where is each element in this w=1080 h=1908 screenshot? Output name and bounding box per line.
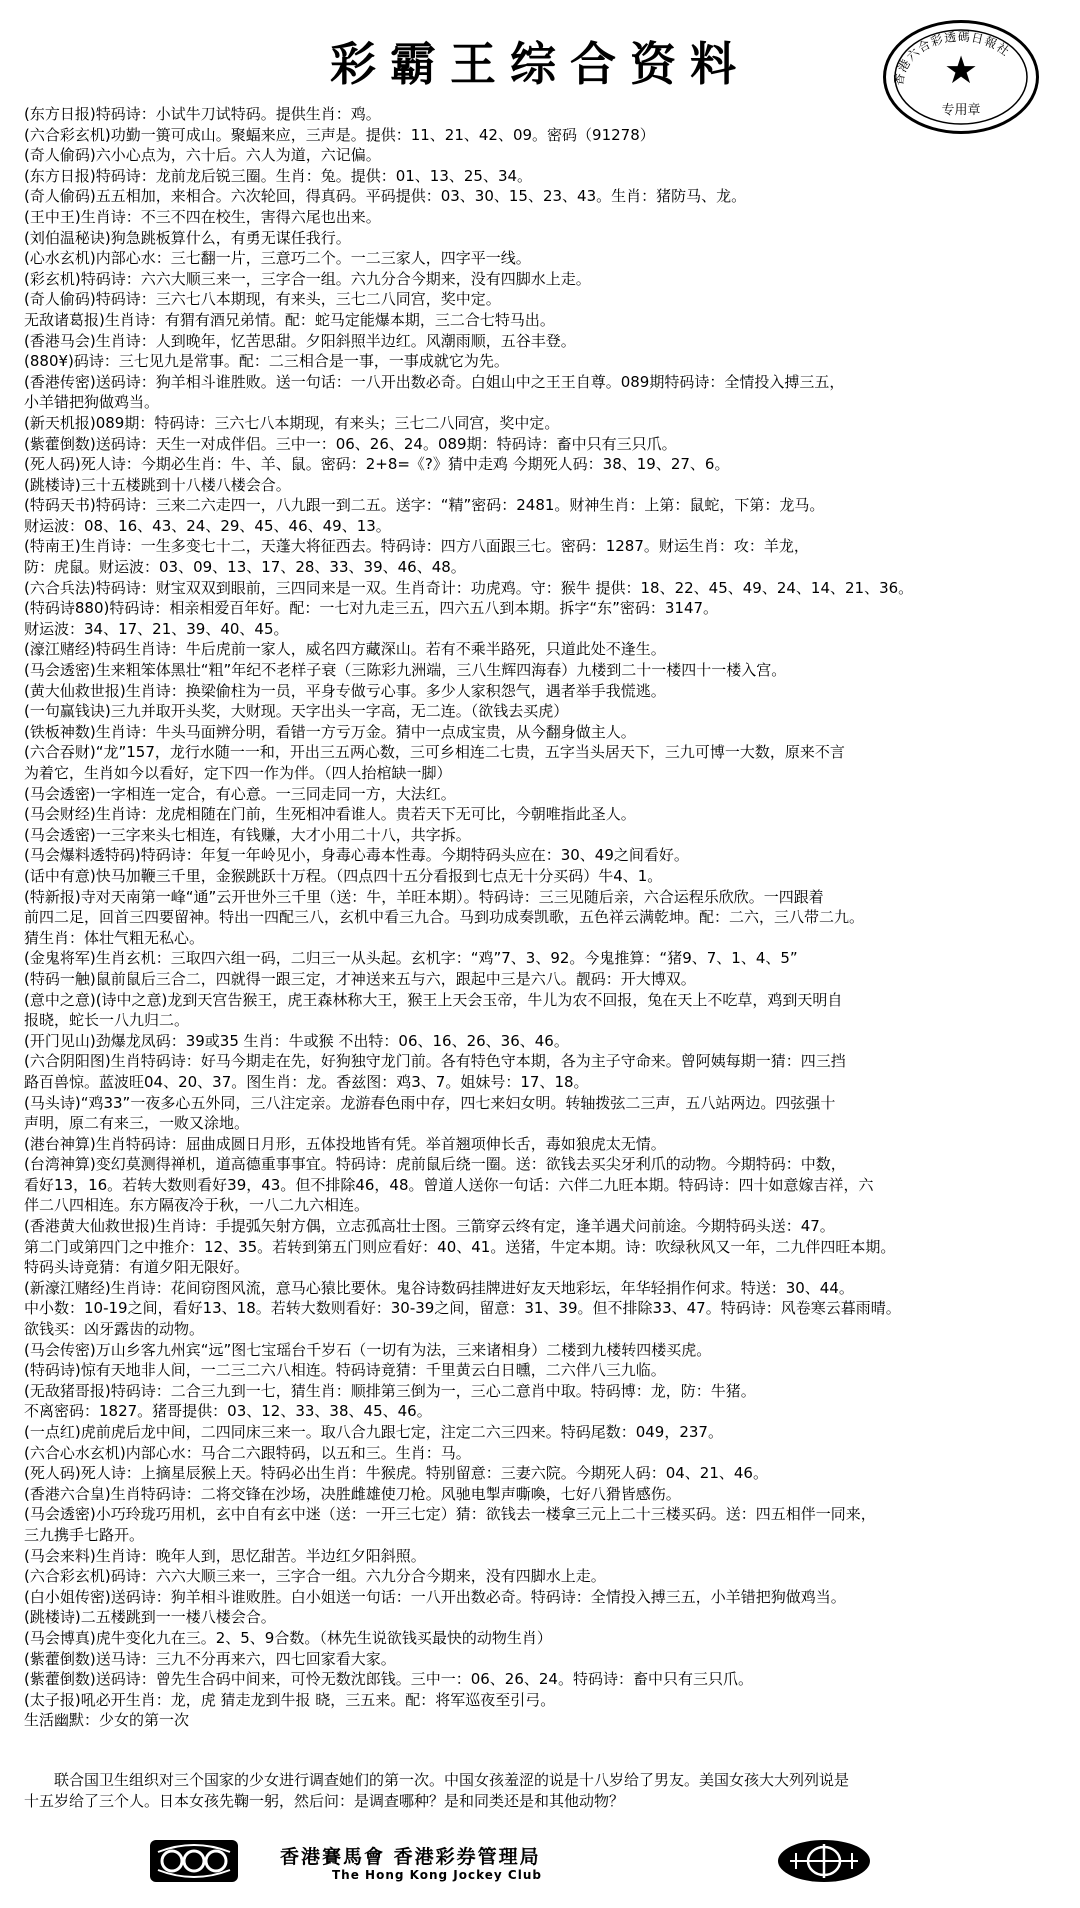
tip-line: (港台神算)生肖特码诗：屈曲成圆日月形，五体投地皆有凭。举首翘项伸长舌，毒如狼虎太无情。: [24, 1134, 666, 1153]
tip-line: 看好13，16。若转大数则看好39，43。但不排除46，48。曾道人送你一句话：六伴二九旺本期。特码诗：四十如意嫁吉祥，六: [24, 1175, 874, 1194]
tip-line: (台湾神算)变幻莫测得禅机，道高德重事事宜。特码诗：虎前鼠后绕一圈。送：欲钱去买尖牙利爪的动物。今期特码：中数，: [24, 1155, 846, 1174]
tip-line: (话中有意)快马加鞭三千里，金猴跳跃十万程。（四点四十五分看报到七点无十分买码）牛4、1。: [24, 866, 663, 885]
tip-line: (新濠江赌经)生肖诗：花间窃图风流，意马心猿比要休。鬼谷诗数码挂牌进好友天地彩坛，年华轻捐作何求。特送：30、44。: [24, 1278, 854, 1297]
tip-line: 前四二足，回首三四要留神。特出一四配三八，玄机中看三九合。马到功成奏凯歌，五色祥云满乾坤。配：二六，三八带二九。: [24, 908, 865, 927]
tip-line: 中小数：10-19之间，看好13、18。若转大数则看好：30-39之间，留意：31、39。但不排除33、47。特码诗：风卷寒云暮雨晴。: [24, 1299, 901, 1318]
tip-line: (新天机报)089期：特码诗：三六七八本期现，有来头；三七二八同宫，奖中定。: [24, 413, 560, 432]
tip-line: (马会来料)生肖诗：晚年人到，思忆甜苦。半边红夕阳斜照。: [24, 1546, 426, 1565]
tip-line: (濠江赌经)特码生肖诗：牛后虎前一家人，威名四方藏深山。若有不乘半路死，只道此处不逢生。: [24, 640, 666, 659]
tip-line: (彩玄机)特码诗：六六大顺三来一，三字合一组。六九分合今期来，没有四脚水上走。: [24, 269, 591, 288]
tip-line: (特南王)生肖诗：一生多变七十二，天蓬大将征西去。特码诗：四方八面跟三七。密码：1287。财运生肖：攻：羊龙，: [24, 537, 809, 556]
tip-line: (马会博真)虎牛变化九在三。2、5、9合数。（林先生说欲钱买最快的动物生肖）: [24, 1628, 552, 1647]
humor-story: [24, 1770, 1060, 1812]
tip-line: (东方日报)特码诗：龙前龙后锐三圈。生肖：兔。提供：01、13、25、34。: [24, 166, 533, 185]
tip-line: (黄大仙救世报)生肖诗：换梁偷柱为一员，平身专做亏心事。多少人家积怨气，遇者举手我慌逃。: [24, 681, 666, 700]
tip-line: (一点红)虎前虎后龙中间，二四同床三来一。取八合九跟七定，注定二六三四来。特码尾数：049，237。: [24, 1423, 723, 1441]
tip-line: (死人码)死人诗：上摘星辰猴上天。特码必出生肖：牛猴虎。特别留意：三妻六院。今期死人码：04、21、46。: [24, 1464, 768, 1483]
tip-line: 猜生肖：体壮气粗无私心。: [24, 928, 205, 947]
tip-line: (特码天书)特码诗：三来二六走四一，八九跟一到二五。送字：“精”密码：2481。财神生肖：上第：鼠蛇，下第：龙马。: [24, 496, 825, 515]
tip-line: (马会透密)一三字来头七相连，有钱赚，大才小用二十八，共字拆。: [24, 825, 471, 844]
tip-line: (太子报)吼必开生肖：龙，虎 猜走龙到牛报 晓，三五来。配：将军巡夜至引弓。: [24, 1690, 556, 1709]
tip-line: (心水玄机)内部心水：三七翻一片，三意巧二个。一二三家人，四字平一线。: [24, 249, 531, 268]
tip-line: 第二门或第四门之中推介：12、35。若转到第五门则应看好：40、41。送猪，牛定本期。诗：吹绿秋风又一年，二九伴四旺本期。: [24, 1237, 896, 1256]
tip-line: (六合彩玄机)码诗：六六大顺三来一，三字合一组。六九分合今期来，没有四脚水上走。: [24, 1567, 606, 1586]
tip-line: (紫藿倒数)送码诗：天生一对成伴侣。三中一：06、26、24。089期：特码诗：畜中只有三只爪。: [24, 434, 677, 453]
tip-line: (六合心水玄机)内部心水：马合二六跟特码，以五和三。生肖：马。: [24, 1443, 471, 1462]
tip-line: (香港六合皇)生肖特码诗：二将交锋在沙场，决胜雌雄使刀枪。风驰电掣声嘶喚，七好八猾皆感伤。: [24, 1484, 681, 1503]
tip-line: (马会传密)万山乡客九州宾“远”图七宝瑶台千岁石（一切有为法，三来诸相身）二楼到九楼转四楼买虎。: [24, 1340, 712, 1359]
tip-line: (意中之意)(诗中之意)龙到天宫告猴王，虎王森林称大王，猴王上天会玉帝，牛儿为农不回报，兔在天上不吃草，鸡到天明自: [24, 990, 843, 1009]
footer-org-en: The Hong Kong Jockey Club: [332, 1868, 542, 1882]
hkjc-emblem-icon: [150, 1840, 238, 1882]
tip-line: (一句赢钱诀)三九并取开头奖，大财现。天字出头一字高，无二连。（欲钱去买虎）: [24, 702, 569, 721]
tip-line: (特新报)寺对天南第一峰“通”云开世外三千里（送：牛，羊旺本期）。特码诗：三三见随后亲，六合运程乐欣欣。一四跟着: [24, 887, 824, 906]
tip-line: 无敌诸葛报)生肖诗：有猬有酒兄弟情。配：蛇马定能爆本期，三二合七特马出。: [24, 310, 555, 329]
tip-line: (刘伯温秘诀)狗急跳板算什么，有勇无谋任我行。: [24, 228, 351, 247]
tip-line: (无敌猪哥报)特码诗：二合三九到一七，猜生肖：顺排第三倒为一，三心二意肖中取。特码博：龙，防：牛猪。: [24, 1381, 756, 1400]
tip-line: 生活幽默：少女的第一次: [24, 1711, 190, 1730]
tip-line: (880¥)码诗：三七见九是常事。配：二三相合是一事，一事成就它为先。: [24, 352, 509, 371]
tip-line: 路百兽惊。蓝波旺04、20、37。图生肖：龙。香兹图：鸡3、7。姐妹号：17、18。: [24, 1072, 589, 1091]
tip-line: (开门见山)劲爆龙凤码：39或35 生肖：牛或猴 不出特：06、16、26、36、46。: [24, 1031, 569, 1050]
tip-line: (紫藿倒数)送马诗：三九不分再来六，四七回家看大家。: [24, 1649, 396, 1668]
tip-line: (跳楼诗)二五楼跳到一一楼八楼会合。: [24, 1608, 276, 1627]
story-line-1: 联合国卫生组织对三个国家的少女进行调查她们的第一次。中国女孩羞涩的说是十八岁给了男友。美国女孩大大列列说是: [54, 1771, 850, 1789]
lotteries-emblem-icon: [776, 1838, 872, 1884]
tip-line: 报晓，蛇长一八九归二。: [24, 1011, 190, 1030]
tip-line: (奇人偷码)六小心点为，六十后。六人为道，六记偏。: [24, 146, 381, 165]
tip-line: 防：虎鼠。财运波：03、09、13、17、28、33、39、46、48。: [24, 558, 466, 577]
tip-line: 特码头诗竟猜：有道夕阳无限好。: [24, 1258, 250, 1277]
tip-line: (六合兵法)特码诗：财宝双双到眼前，三四同来是一双。生肖奇计：功虎鸡。守：猴牛 提供：18、22、45、49、24、14、21、36。: [24, 578, 914, 597]
tip-line: (马头诗)“鸡33”一夜多心五外同，三八注定亲。龙游春色雨中存，四七来妇女明。转轴拨弦二三声，五八站两边。四弦强十: [24, 1093, 836, 1112]
tip-line: (死人码)死人诗：今期必生肖：牛、羊、鼠。密码：2+8=《?》猜中走鸡 今期死人码：38、19、27、6。: [24, 455, 730, 474]
tip-line: (香港黄大仙救世报)生肖诗：手提弧矢射方偶，立志孤高壮士图。三箭穿云终有定，逢羊遇犬问前途。今期特码头送：47。: [24, 1217, 835, 1236]
tip-line: (奇人偷码)五五相加，来相合。六次轮回，得真码。平码提供：03、30、15、23、43。生肖：猪防马、龙。: [24, 187, 747, 206]
story-line-2: 十五岁给了三个人。日本女孩先鞠一躬，然后问：是调查哪种？是和同类还是和其他动物？: [24, 1792, 625, 1810]
footer-org-cn: 香港賽馬會 香港彩券管理局: [280, 1846, 541, 1868]
tip-line: (六合彩玄机)功勤一篑可成山。聚蝠来应，三声是。提供：11、21、42、09。密码（91278）: [24, 125, 655, 144]
tip-line: (马会财经)生肖诗：龙虎相随在门前，生死相冲看谁人。贵若天下无可比，今朝唯指此圣人。: [24, 805, 636, 824]
tip-line: (东方日报)特码诗：小试牛刀试特码。提供生肖：鸡。: [24, 105, 381, 123]
tip-line: 财运波：08、16、43、24、29、45、46、49、13。: [24, 516, 391, 535]
tip-line: 小羊错把狗做鸡当。: [24, 393, 160, 412]
tips-list: [24, 104, 1060, 1731]
star-icon: ★: [944, 48, 979, 92]
tip-line: (六合阴阳图)生肖特码诗：好马今期走在先，好狗独守龙门前。各有特色守本期，各为主子守命来。曾阿姨每期一猜：四三挡: [24, 1052, 846, 1071]
tip-line: 财运波：34、17、21、39、40、45。: [24, 619, 289, 638]
tip-line: 欲钱买：凶牙露齿的动物。: [24, 1320, 205, 1339]
tip-line: (六合吞财)“龙”157，龙行水随一一和，开出三五两心数，三可乡相连二七贵，五字当头居天下，三九可博一大数，原来不言: [24, 743, 845, 762]
tip-line: (马会透密)一字相连一定合，有心意。一三同走同一方，大法红。: [24, 784, 456, 803]
tip-line: 为着它，生肖如今以看好，定下四一作为伴。（四人抬棺缺一脚）: [24, 764, 452, 782]
seal-center-text: 专用章: [941, 103, 981, 118]
seal-ring-text: 香港六合彩透碼日報社: [891, 29, 1013, 87]
tip-line: (香港马会)生肖诗：人到晚年，忆苦思甜。夕阳斜照半边红。风潮雨顺，五谷丰登。: [24, 331, 576, 350]
tip-line: (特码一触)鼠前鼠后三合二，四就得一跟三定，才神送来五与六，跟起中三是六八。靓码：开大博双。: [24, 969, 696, 988]
tip-line: (奇人偷码)特码诗：三六七八本期现，有来头，三七二八同宫，奖中定。: [24, 290, 501, 309]
page-title: 彩霸王综合资料: [330, 37, 750, 91]
tip-line: (特码诗880)特码诗：相亲相爱百年好。配：一七对九走三五，四六五八到本期。拆字“东”密码：3147。: [24, 599, 719, 618]
tip-line: 三九携手七路开。: [24, 1525, 145, 1544]
tip-line: (马会爆料透特码)特码诗：年复一年岭见小，身毒心毒本性毒。今期特码头应在：30、49之间看好。: [24, 846, 689, 865]
tip-line: (紫藿倒数)送码诗：曾先生合码中间来，可怜无数沈郎钱。三中一：06、26、24。特码诗：畜中只有三只爪。: [24, 1670, 753, 1689]
tip-line: (白小姐传密)送码诗：狗羊相斗谁败胜。白小姐送一句话：一八开出数必奇。特码诗：全情投入搏三五，小羊错把狗做鸡当。: [24, 1587, 846, 1606]
tip-line: 伴二八四相连。东方隔夜冷于秋，一八二九六相连。: [24, 1196, 370, 1215]
tip-line: (特码诗)惊有天地非人间，一二三二六八相连。特码诗竟猜：千里黄云白日曛，二六伴八三九临。: [24, 1361, 666, 1380]
tip-line: (香港传密)送码诗：狗羊相斗谁胜败。送一句话：一八开出数必奇。白姐山中之王王自尊。089期特码诗：全情投入搏三五，: [24, 372, 845, 391]
tip-line: 不离密码：1827。猪哥提供：03、12、33、38、45、46。: [24, 1402, 432, 1421]
tip-line: (跳楼诗)三十五楼跳到十八楼八楼会合。: [24, 475, 291, 494]
footer: [0, 1836, 1080, 1888]
tip-line: (金鬼将军)生肖玄机：三取四六组一码，二归三一从头起。玄机字：“鸡”7、3、92。今鬼推算：“猪9、7、1、4、5”: [24, 949, 798, 968]
tip-line: (马会透密)生来粗笨体黑壮“粗”年纪不老样子衰（三陈彩九洲端，三八生辉四海春）九楼到二十一楼四十一楼入宫。: [24, 661, 787, 680]
tip-line: (王中王)生肖诗：不三不四在校生，害得六尾也出来。: [24, 207, 381, 226]
tip-line: (马会透密)小巧玲珑巧用机，玄中自有玄中迷（送：一开三七定）猜：欲钱去一楼拿三元上二十三楼买码。送：四五相伴一同来，: [24, 1505, 876, 1524]
tip-line: (铁板神数)生肖诗：牛头马面辨分明，看错一方亏万金。猜中一点成宝贵，从今翻身做主人。: [24, 722, 636, 741]
tip-line: 声明，原二有来三，一败又涂地。: [24, 1114, 250, 1133]
